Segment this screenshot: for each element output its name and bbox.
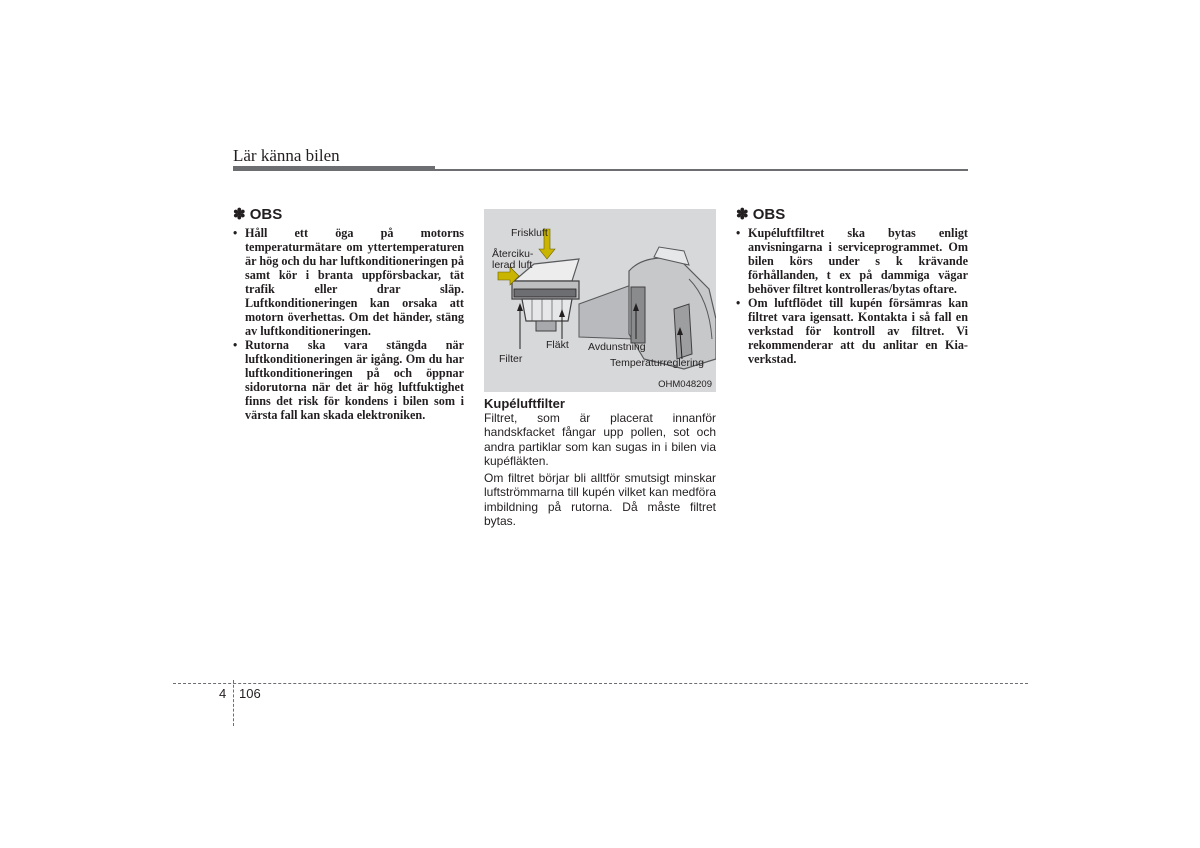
left-column [233, 206, 464, 422]
page-header-title: Lär känna bilen [233, 146, 340, 165]
bullet-dot-icon: • [233, 226, 238, 240]
bullet-dot-icon: • [233, 338, 238, 352]
obs-title: OBS [752, 206, 786, 223]
obs-star-icon: ✽ [233, 206, 246, 223]
body-paragraph: Filtret, som är placerat innanför handskfacket fångar upp pollen, sot och andra partiklar som kan sugas in i bilen via kupéfläkten. [484, 411, 716, 468]
header-rule-thick [233, 166, 435, 171]
middle-column [484, 209, 716, 531]
obs-bullet: • Kupéluftfiltret ska bytas enligt anvisningarna i serviceprogrammet. Om bilen körs under s k krävande förhållanden, t ex på dammiga vägar behöver filtret kontrolleras/bytas oftare. [736, 226, 968, 296]
bullet-dot-icon: • [736, 296, 741, 310]
air-filter-diagram [484, 209, 716, 392]
label-flakt: Fläkt [546, 339, 569, 351]
right-column [736, 206, 968, 366]
figure-code: OHM048209 [658, 379, 712, 390]
obs-bullet: • Rutorna ska vara stängda när luftkonditioneringen är igång. Om du har luftkonditioneringen på och öppnar sidorutorna när det är hög luftfuktighet finns det risk för kondens i bilen som i värsta fall kan skada elektroniken. [233, 338, 464, 422]
obs-bullet: • Håll ett öga på motorns temperaturmätare om yttertemperaturen är hög och du har luftkonditioneringen på samt kör i branta uppförsbackar, tät trafik eller drar släp. Luftkonditioneringen kan orsaka att motorn överhettas. Om det händer, stäng av luftkonditioneringen. [233, 226, 464, 338]
obs-heading [736, 206, 968, 224]
obs-bullet: • Om luftflödet till kupén försämras kan filtret vara igensatt. Kontakta i så fall en verkstad för kontroll av filtret. Vi rekommenderar att du anlitar en Kia-verkstad. [736, 296, 968, 366]
bullet-dot-icon: • [736, 226, 741, 240]
obs-heading [233, 206, 464, 224]
label-atercirkulerad-line2: lerad luft [492, 259, 533, 271]
label-filter: Filter [499, 353, 523, 365]
obs-title: OBS [249, 206, 283, 223]
label-friskluft: Friskluft [511, 227, 548, 239]
obs-star-icon: ✽ [736, 206, 749, 223]
chapter-number: 4 [219, 686, 227, 701]
page-number: 106 [239, 686, 261, 701]
body-paragraph: Om filtret börjar bli alltför smutsigt minskar luftströmmarna till kupén vilket kan medföra imbildning på rutorna. Då måste filtret bytas. [484, 471, 716, 529]
obs-bullet-list [233, 226, 464, 422]
label-temperaturreglering: Temperaturreglering [610, 357, 704, 369]
obs-bullet-list [736, 226, 968, 366]
header-rule-thin [435, 169, 968, 171]
label-atercirkulerad-line1: Återciku- [492, 248, 534, 260]
section-heading: Kupéluftfilter [484, 396, 565, 411]
label-avdunstning: Avdunstning [588, 341, 646, 353]
footer-rule [173, 683, 1028, 684]
footer-divider [233, 680, 234, 726]
